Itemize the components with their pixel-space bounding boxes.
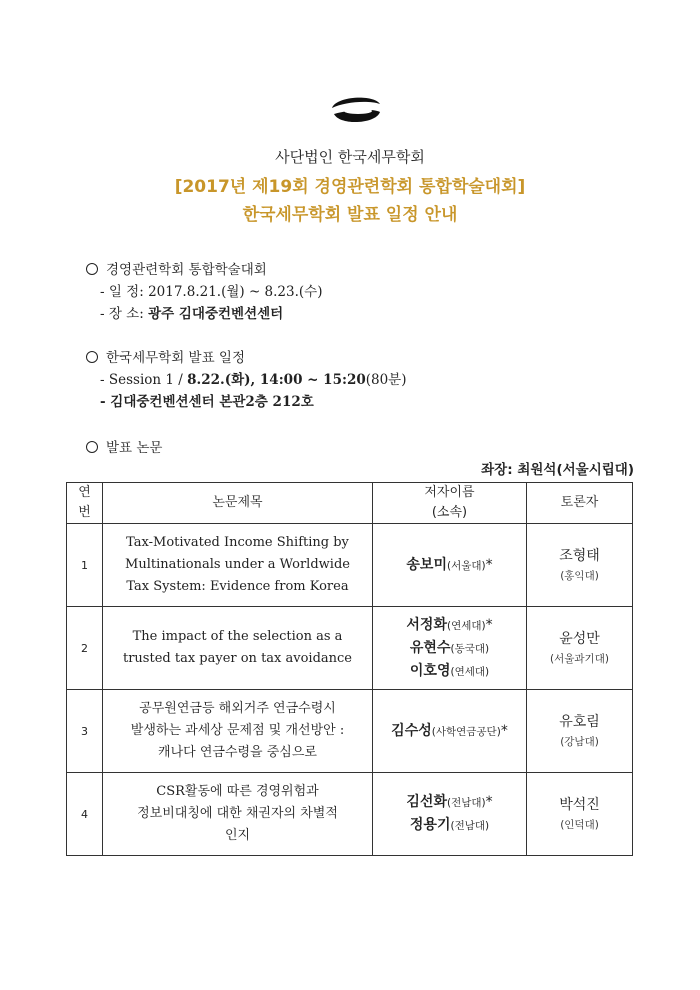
- papers-table: [66, 482, 633, 856]
- discussant: 박석진 (인덕대): [527, 773, 633, 856]
- table-row: [67, 690, 633, 773]
- row-num: 3: [67, 690, 103, 773]
- conference-place: - 장 소: 광주 김대중컨벤션센터: [100, 306, 284, 322]
- organization-name: 사단법인 한국세무학회: [275, 148, 425, 166]
- table-row: [67, 773, 633, 856]
- row-num: 4: [67, 773, 103, 856]
- table-header-row: [67, 483, 633, 524]
- header-num: 연 번: [67, 483, 103, 524]
- conference-heading: 경영관련학회 통합학술대회: [86, 258, 267, 278]
- paper-title: 공무원연금등 해외거주 연금수령시 발생하는 과세상 문제점 및 개선방안 : 캐나다 연금수령을 중심으로: [103, 690, 373, 773]
- conference-date: - 일 정: 2017.8.21.(월) ~ 8.23.(수): [100, 284, 323, 300]
- paper-authors: 서정화(연세대)* 유현수(동국대) 이호영(연세대): [373, 607, 527, 690]
- society-logo-icon: [328, 94, 384, 128]
- discussant: 윤성만 (서울과기대): [527, 607, 633, 690]
- schedule-heading: 한국세무학회 발표 일정: [86, 346, 245, 366]
- discussant: 조형태 (홍익대): [527, 524, 633, 607]
- header-discussant: 토론자: [527, 483, 633, 524]
- paper-title: CSR활동에 따른 경영위험과 정보비대칭에 대한 채권자의 차별적 인지: [103, 773, 373, 856]
- table-row: [67, 607, 633, 690]
- papers-heading: 발표 논문: [86, 436, 162, 456]
- paper-authors: 송보미(서울대)*: [373, 524, 527, 607]
- header-authors: 저자이름 (소속): [373, 483, 527, 524]
- paper-title: Tax-Motivated Income Shifting by Multinationals under a Worldwide Tax System: Evidence from Korea: [103, 524, 373, 607]
- paper-title: The impact of the selection as a trusted tax payer on tax avoidance: [103, 607, 373, 690]
- header-title: 논문제목: [103, 483, 373, 524]
- bullet-circle-icon: [86, 263, 98, 275]
- event-title: [2017년 제19회 경영관련학회 통합학술대회]: [174, 177, 526, 197]
- table-row: [67, 524, 633, 607]
- bullet-circle-icon: [86, 351, 98, 363]
- session-time: - Session 1 / 8.22.(화), 14:00 ~ 15:20(80분): [100, 372, 407, 388]
- session-chair: 좌장: 최원석(서울시립대): [481, 462, 634, 478]
- paper-authors: 김수성(사학연금공단)*: [373, 690, 527, 773]
- bullet-circle-icon: [86, 441, 98, 453]
- paper-authors: 김선화(전남대)* 정용기(전남대): [373, 773, 527, 856]
- discussant: 유호림 (강남대): [527, 690, 633, 773]
- session-room: - 김대중컨벤션센터 본관2층 212호: [100, 394, 314, 410]
- notice-title: 한국세무학회 발표 일정 안내: [242, 205, 458, 225]
- row-num: 2: [67, 607, 103, 690]
- row-num: 1: [67, 524, 103, 607]
